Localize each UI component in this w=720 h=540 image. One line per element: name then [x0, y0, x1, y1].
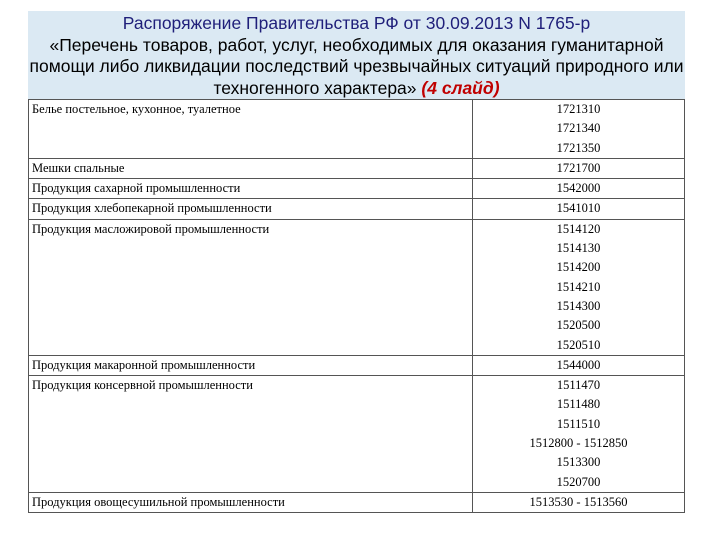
goods-table: [28, 99, 685, 513]
title-line-4-text: техногенного характера»: [213, 77, 417, 98]
product-name: Продукция консервной промышленности: [32, 378, 253, 393]
table-row: [29, 199, 685, 219]
okp-code: 1721350: [556, 140, 601, 155]
okp-code: 1513300: [556, 455, 601, 470]
okp-code: 1512800 - 1512850: [529, 436, 628, 451]
okp-code: 1542000: [556, 181, 601, 196]
product-name: Продукция макаронной промышленности: [32, 357, 256, 372]
product-name: Продукция овощесушильной промышленности: [32, 494, 285, 509]
okp-code: 1544000: [556, 357, 601, 372]
product-name: Продукция масложировой промышленности: [32, 221, 270, 236]
slide-number: (4 слайд): [421, 77, 500, 98]
product-name-cell: [29, 100, 473, 159]
title-line-2: «Перечень товаров, работ, услуг, необходимых для оказания гуманитарной: [49, 34, 664, 55]
okp-code-cell: [473, 492, 685, 512]
okp-code-cell: [473, 219, 685, 355]
title-line-4: [28, 78, 685, 100]
okp-code: 1514130: [556, 241, 601, 256]
table-row: [29, 355, 685, 375]
product-name-cell: [29, 179, 473, 199]
table-row: [29, 100, 685, 159]
okp-code: 1541010: [556, 201, 601, 216]
okp-code: 1514210: [556, 279, 601, 294]
product-name-cell: [29, 158, 473, 178]
table-row: [29, 179, 685, 199]
okp-code: 1511480: [556, 397, 601, 412]
title-line-3: помощи либо ликвидации последствий чрезвычайных ситуаций природного или: [29, 56, 684, 76]
product-name-cell: [29, 355, 473, 375]
table-row: [29, 492, 685, 512]
product-name: Продукция хлебопекарной промышленности: [32, 201, 272, 216]
okp-code-cell: [473, 376, 685, 493]
okp-code: 1520700: [556, 474, 601, 489]
okp-code: 1721310: [556, 102, 601, 116]
product-name-cell: [29, 219, 473, 355]
title-line-1: Распоряжение Правительства РФ от 30.09.2013 N 1765-р: [122, 13, 591, 33]
okp-code: 1511470: [556, 378, 601, 393]
product-name-cell: [29, 492, 473, 512]
table-row: [29, 376, 685, 493]
okp-code: 1514120: [556, 221, 601, 236]
product-name: Белье постельное, кухонное, туалетное: [32, 102, 241, 116]
okp-code-cell: [473, 179, 685, 199]
okp-code: 1721340: [556, 121, 601, 136]
product-name-cell: [29, 199, 473, 219]
okp-code: 1511510: [556, 416, 601, 431]
okp-code: 1520500: [556, 318, 601, 333]
okp-code: 1721700: [556, 160, 601, 175]
okp-code: 1513530 - 1513560: [529, 494, 628, 509]
okp-code: 1514300: [556, 298, 601, 313]
goods-table-body: [29, 100, 685, 513]
okp-code-cell: [473, 199, 685, 219]
okp-code: 1514200: [556, 260, 601, 275]
table-row: [29, 219, 685, 355]
okp-code-cell: [473, 158, 685, 178]
okp-code-cell: [473, 355, 685, 375]
slide-title-banner: [28, 11, 685, 99]
table-row: [29, 158, 685, 178]
product-name: Продукция сахарной промышленности: [32, 181, 241, 196]
product-name: Мешки спальные: [32, 160, 125, 175]
product-name-cell: [29, 376, 473, 493]
okp-code-cell: [473, 100, 685, 159]
okp-code: 1520510: [556, 337, 601, 352]
